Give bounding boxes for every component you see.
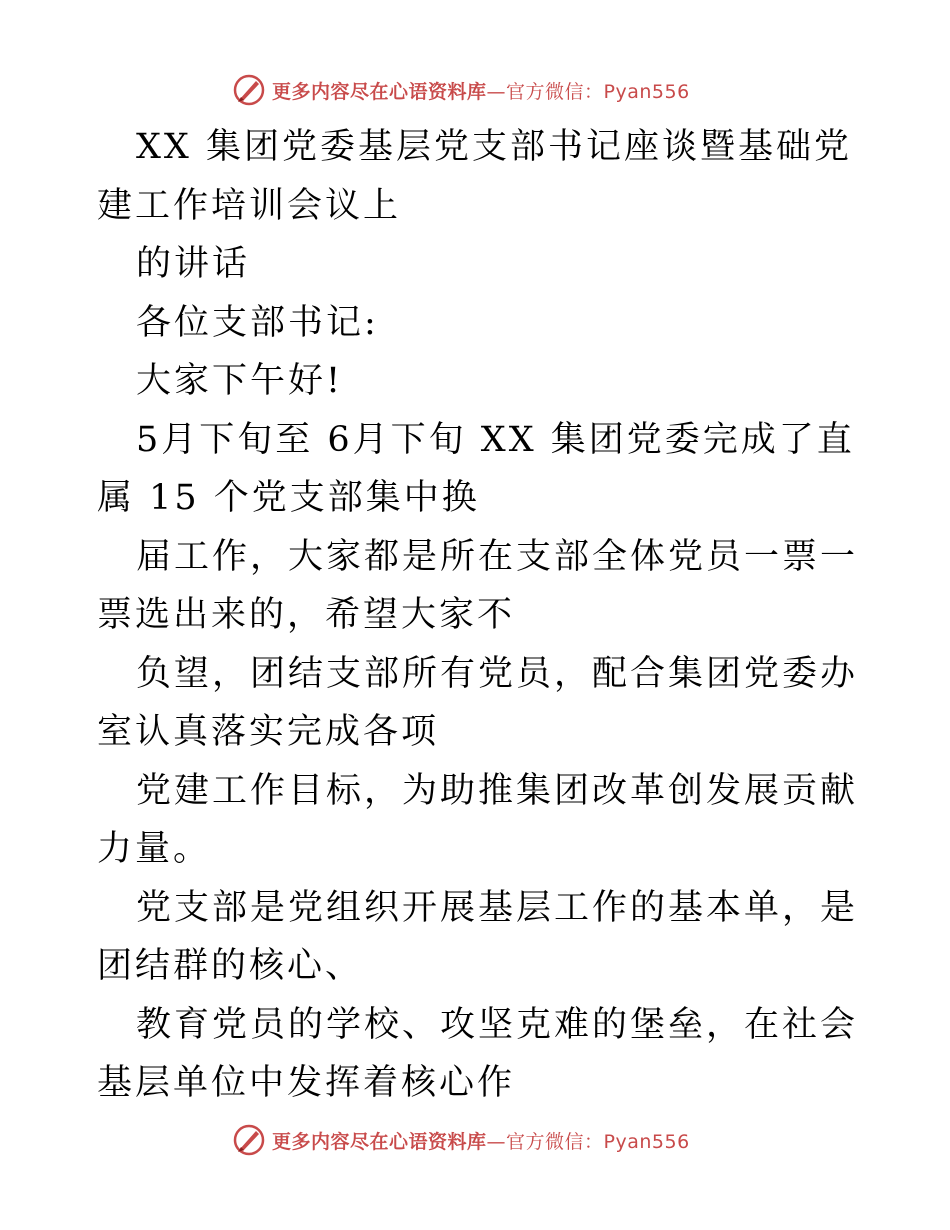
banner-wechat: 官方微信：Pyan556 — [506, 80, 690, 103]
banner-brand: 更多内容尽在心语资料库 — [272, 1130, 487, 1153]
document-paragraph: 党建工作目标，为助推集团改革创发展贡献力量。 — [97, 770, 859, 869]
banner-separator: — — [486, 80, 507, 103]
banner-text — [272, 77, 690, 104]
banner-brand: 更多内容尽在心语资料库 — [272, 80, 487, 103]
document-paragraph: 党支部是党组织开展基层工作的基本单，是团结群的核心、 — [97, 887, 859, 986]
document-paragraph: 教育党员的学校、攻坚克难的堡垒，在社会基层单位中发挥着核心作 — [97, 1004, 859, 1103]
document-paragraph: 各位支部书记: — [136, 302, 379, 343]
banner-text — [272, 1127, 690, 1154]
document-paragraph: 届工作，大家都是所在支部全体党员一票一票选出来的，希望大家不 — [97, 536, 859, 635]
document-paragraph: 5月下旬至 6月下旬 XX 集团党委完成了直属 15 个党支部集中换 — [97, 419, 855, 518]
quill-pen-logo-icon — [232, 73, 266, 107]
document-paragraph: 负望，团结支部所有党员，配合集团党委办室认真落实完成各项 — [97, 653, 859, 752]
document-paragraph: 的讲话 — [136, 244, 251, 284]
banner-wechat: 官方微信：Pyan556 — [506, 1130, 690, 1153]
banner-separator: — — [486, 1130, 507, 1153]
quill-pen-logo-icon — [232, 1123, 266, 1157]
header-banner — [232, 72, 752, 108]
document-paragraph: 大家下午好! — [136, 361, 344, 401]
footer-banner — [232, 1122, 752, 1158]
document-title-line: XX 集团党委基层党支部书记座谈暨基础党建工作培训会议上 — [97, 127, 852, 226]
document-body — [97, 118, 867, 1113]
